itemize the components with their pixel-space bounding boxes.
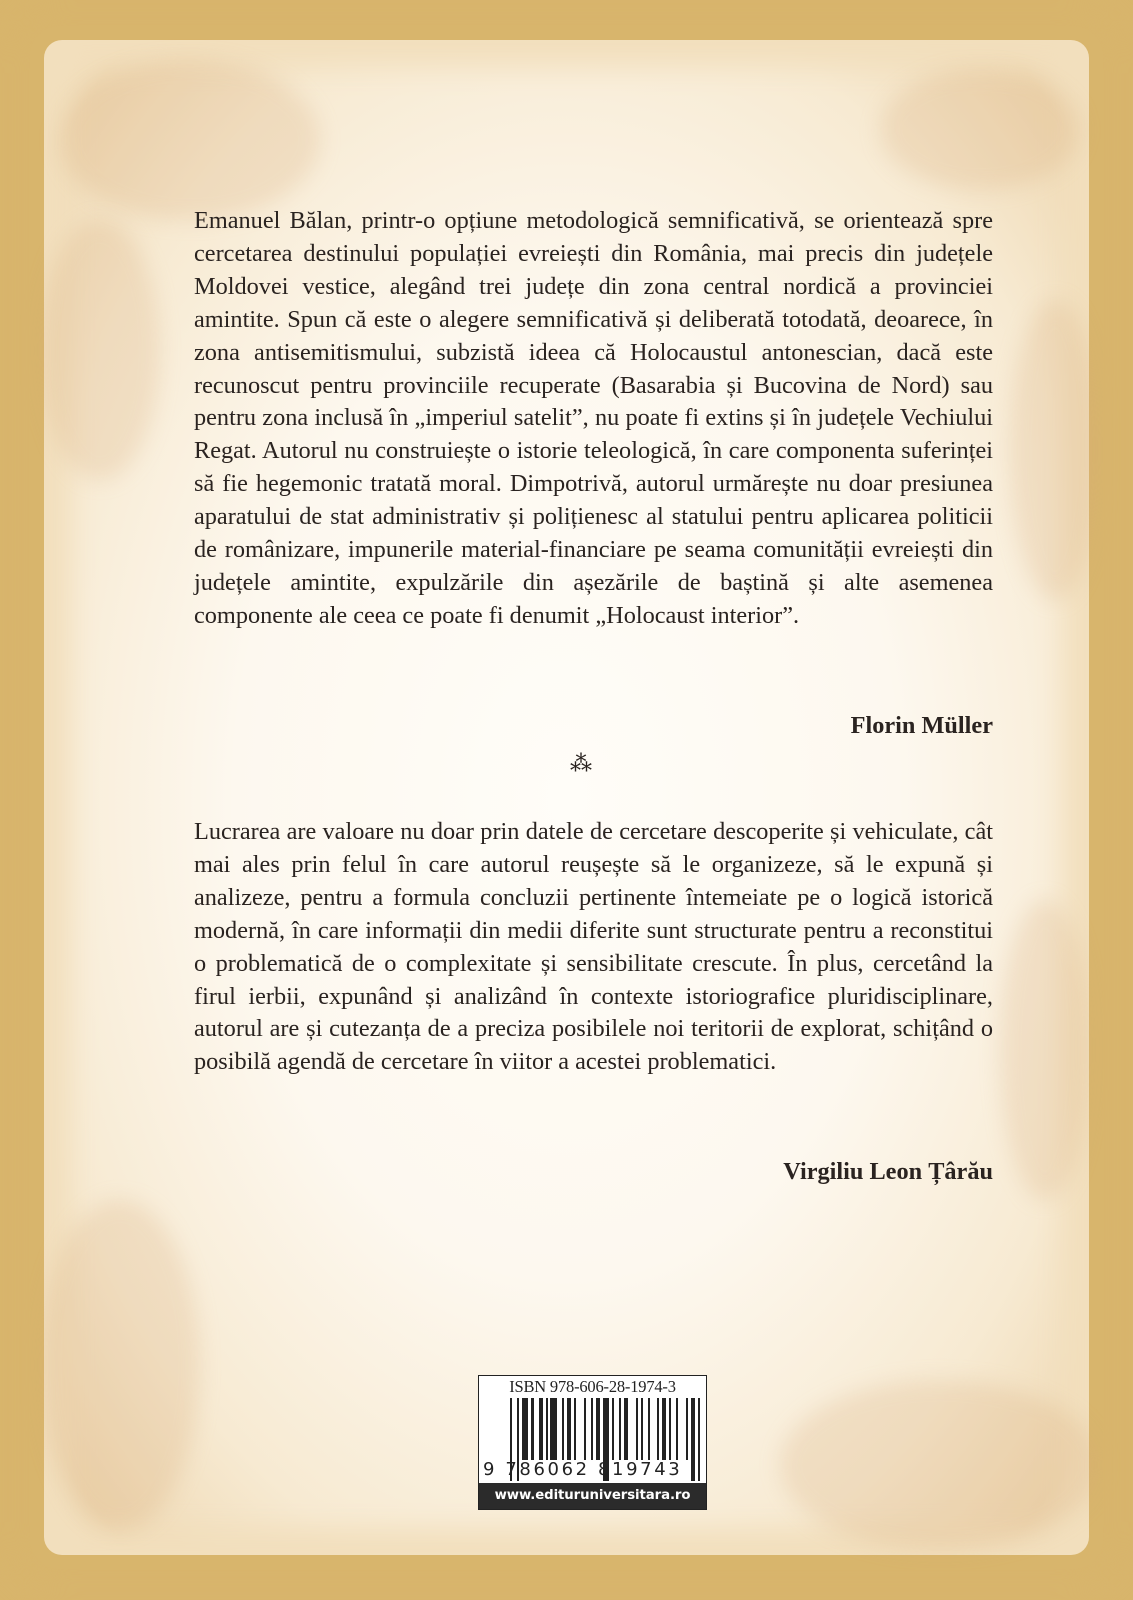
review-author-1: Florin Müller — [850, 712, 993, 739]
barcode-bar — [562, 1398, 564, 1460]
isbn-label: ISBN 978-606-28-1974-3 — [509, 1377, 676, 1396]
stain — [40, 220, 160, 480]
barcode-bar — [686, 1398, 688, 1460]
barcode-bar — [550, 1398, 556, 1460]
barcode-bar — [596, 1398, 600, 1460]
barcode-bar — [539, 1398, 543, 1460]
barcode-bar — [641, 1398, 643, 1460]
barcode-bar — [636, 1398, 638, 1460]
barcode-bar — [624, 1398, 628, 1460]
stain — [880, 70, 1080, 190]
barcode-bar — [574, 1398, 576, 1460]
barcode-bar — [662, 1398, 666, 1460]
stain — [1010, 300, 1100, 600]
barcode-digits: 9 786062 819743 — [483, 1459, 683, 1480]
stain — [1000, 900, 1090, 1200]
barcode-bar — [612, 1398, 614, 1460]
review-paragraph-2: Lucrarea are valoare nu doar prin datele de cercetare descoperite și vehiculate, cât mai ales prin felul în care autorul reușește să le organizeze, să le expună și analizeze, pentru a formula concluzii pertinente întemeiate pe o logică istorică modernă, în care informații din medii diferite sunt structurate pentru a reconstitui o problematică de o complexitate și sensibilitate crescute. În plus, cercetând la firul ierbii, expunând și analizând în contexte istoriografice pluridisciplinare, autorul are și cutezanța de a preciza posibilele noi teritorii de explorat, schițând o posibilă agendă de cercetare în viitor a acestei problematici. — [194, 818, 993, 1076]
barcode-bar — [567, 1398, 571, 1460]
barcode-bar — [591, 1398, 593, 1460]
stain — [40, 1200, 200, 1530]
barcode-bar — [522, 1398, 528, 1460]
barcode-bar — [657, 1398, 659, 1460]
review-paragraph-1: Emanuel Bălan, printr-o opțiune metodologică semnificativă, se orientează spre cercetarea destinului populației evreiești din România, mai precis din județele Moldovei vestice, alegând trei județe din zona central nordică a provinciei amintite. Spun că este o alegere semnificativă și deliberată totodată, deoarece, în zona antisemitismului, subzistă ideea că Holocaustul antonescian, dacă este recunoscut pentru provinciile recuperate (Basarabia și Bucovina de Nord) sau pentru zona inclusă în „imperiul satelit”, nu poate fi extins și în județele Vechiului Regat. Autorul nu construiește o istorie teleologică, în care componenta suferinței să fie hegemonic tratată moral. Dimpotrivă, autorul urmărește nu doar presiunea aparatului de stat administrativ și polițienesc al statului pentru aplicarea politicii de românizare, impunerile material-financiare pe seama comunității evreiești din județele amintite, expulzările din așezările de baștină și alte asemenea componente ale ceea ce poate fi denumit „Holocaust interior”. — [194, 207, 993, 629]
asterism-glyph: ⁂ — [570, 752, 592, 777]
barcode-bar — [531, 1398, 533, 1460]
barcode-bar — [669, 1398, 671, 1460]
barcode-bar — [648, 1398, 650, 1460]
isbn-barcode-box — [478, 1375, 707, 1510]
barcode-bar — [584, 1398, 586, 1460]
barcode-bar — [676, 1398, 678, 1460]
publisher-url: www.edituruniversitara.ro — [479, 1483, 706, 1509]
asterism-separator — [566, 752, 596, 778]
review-author-2: Virgiliu Leon Țârău — [783, 1158, 993, 1185]
barcode-bar — [619, 1398, 621, 1460]
stain — [780, 1380, 1100, 1550]
barcode-bar — [546, 1398, 548, 1460]
stain — [60, 60, 320, 220]
